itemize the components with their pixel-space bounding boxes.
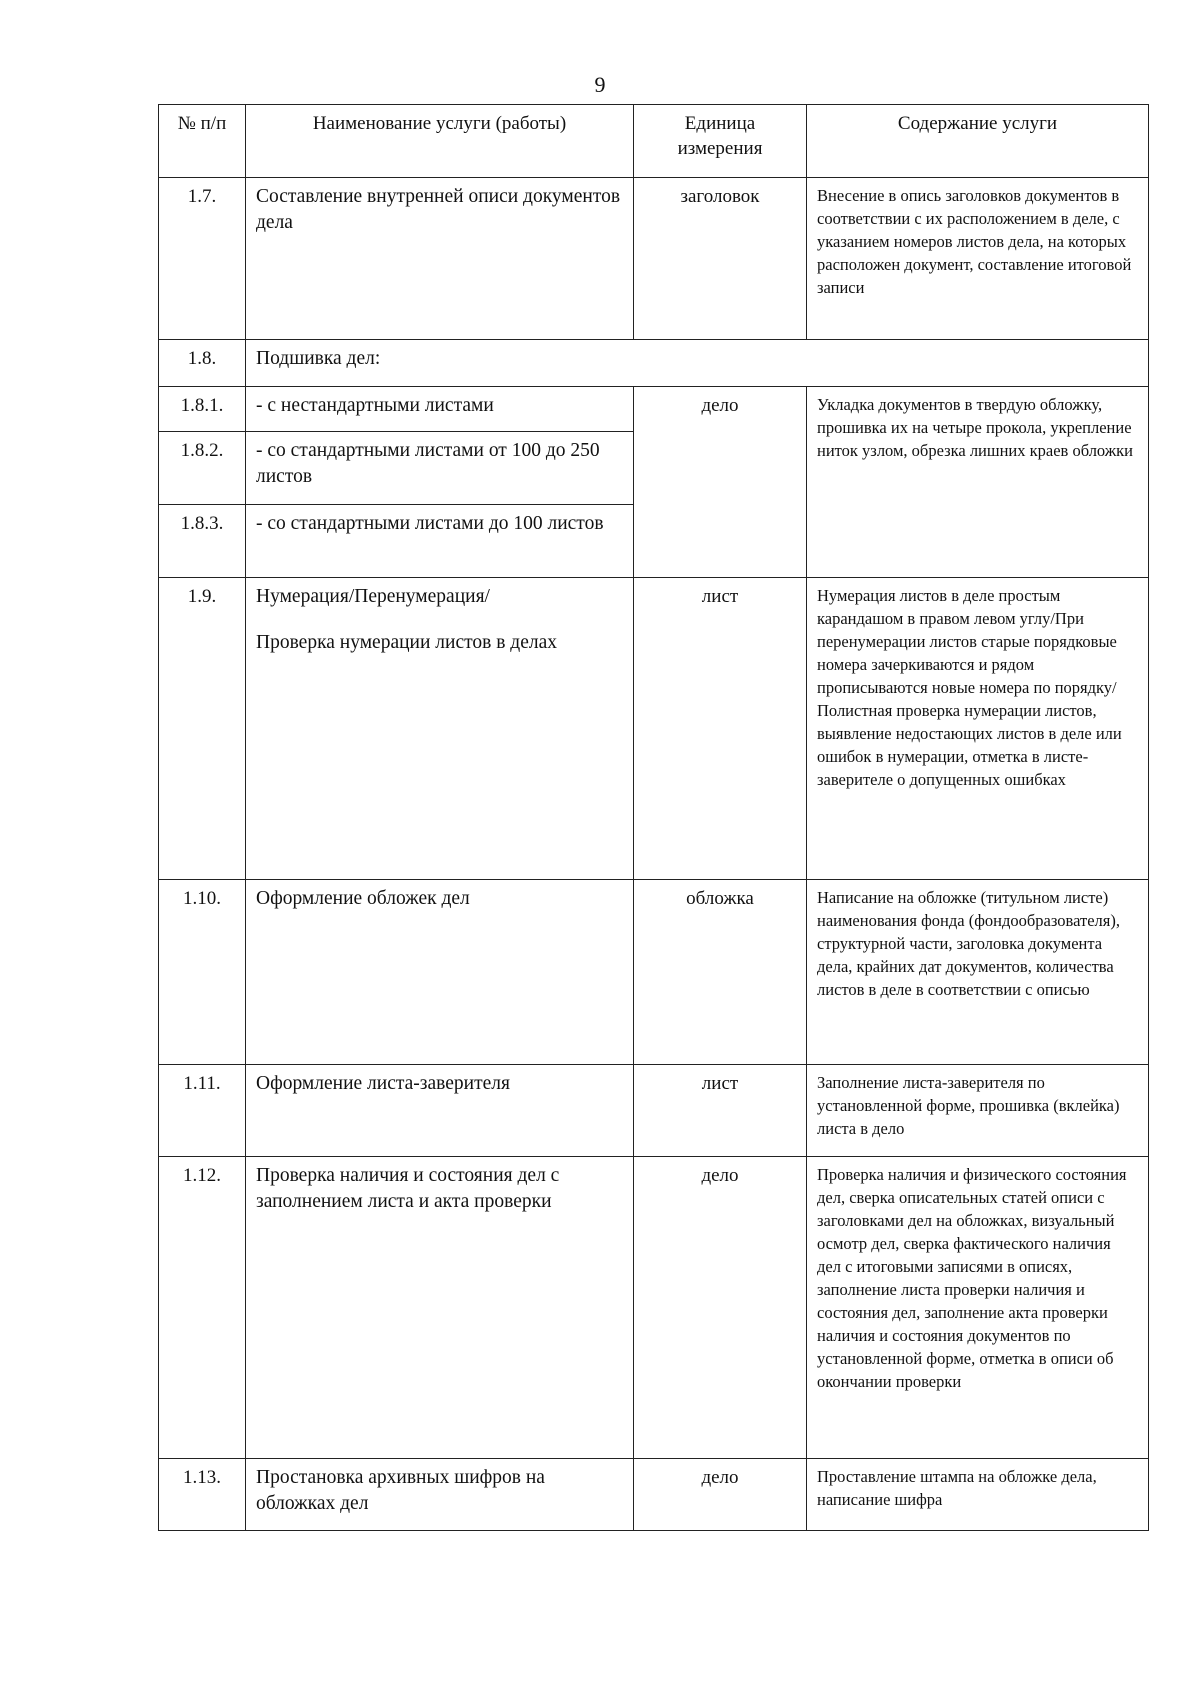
row-num: 1.11. — [159, 1065, 246, 1157]
row-unit: лист — [634, 1065, 807, 1157]
row-content: Внесение в опись заголовков документов в соответствии с их расположением в деле, с указанием номеров листов дела, на которых расположен документ, составление итоговой записи — [807, 178, 1149, 340]
row-unit: обложка — [634, 880, 807, 1065]
table-row — [159, 880, 1149, 1065]
row-name: Оформление обложек дел — [246, 880, 634, 1065]
row-unit: заголовок — [634, 178, 807, 340]
header-content: Содержание услуги — [807, 105, 1149, 178]
row-content: Проверка наличия и физического состояния дел, сверка описательных статей описи с заголовками дел на обложках, визуальный осмотр дел, сверка фактического наличия дел с итоговыми записями в описях, заполнение листа проверки наличия и состояния дел, заполнение акта проверки наличия и состояния документов по установленной форме, отметка в описи об окончании проверки — [807, 1157, 1149, 1459]
row-name: - с нестандартными листами — [246, 387, 634, 432]
row-name: Оформление листа-заверителя — [246, 1065, 634, 1157]
row-unit: дело — [634, 1157, 807, 1459]
row-name-line: Проверка нумерации листов в делах — [256, 632, 558, 653]
table-row — [159, 178, 1149, 340]
row-content: Нумерация листов в деле простым карандашом в правом левом углу/При перенумерации листов старые порядковые номера зачеркиваются и рядом прописываются новые номера по порядку/Полистная проверка нумерации листов, выявление недостающих листов в деле или ошибок в нумерации, отметка в листе-заверителе о допущенных ошибках — [807, 578, 1149, 880]
header-num: № п/п — [159, 105, 246, 178]
row-name: - со стандартными листами до 100 листов — [246, 505, 634, 578]
table-row — [159, 578, 1149, 880]
row-name-line: Нумерация/Перенумерация/ — [256, 586, 490, 607]
row-name: Составление внутренней описи документов дела — [246, 178, 634, 340]
row-num: 1.9. — [159, 578, 246, 880]
row-num: 1.8. — [159, 340, 246, 387]
row-content: Укладка документов в твердую обложку, прошивка их на четыре прокола, укрепление ниток узлом, обрезка лишних краев обложки — [807, 387, 1149, 578]
row-unit: дело — [634, 387, 807, 578]
table-row — [159, 340, 1149, 387]
table-row — [159, 1065, 1149, 1157]
row-name: Простановка архивных шифров на обложках дел — [246, 1459, 634, 1531]
row-content: Проставление штампа на обложке дела, написание шифра — [807, 1459, 1149, 1531]
row-unit: лист — [634, 578, 807, 880]
header-unit: Единица измерения — [634, 105, 807, 178]
row-num: 1.8.2. — [159, 432, 246, 505]
row-name: Подшивка дел: — [246, 340, 1149, 387]
header-name: Наименование услуги (работы) — [246, 105, 634, 178]
row-name — [246, 578, 634, 880]
table-row — [159, 1157, 1149, 1459]
table-row — [159, 387, 1149, 432]
page-number: 9 — [594, 72, 606, 97]
row-unit: дело — [634, 1459, 807, 1531]
services-table — [158, 104, 1149, 1531]
row-content: Заполнение листа-заверителя по установленной форме, прошивка (вклейка) листа в дело — [807, 1065, 1149, 1157]
row-num: 1.10. — [159, 880, 246, 1065]
row-num: 1.8.1. — [159, 387, 246, 432]
row-num: 1.8.3. — [159, 505, 246, 578]
row-name: - со стандартными листами от 100 до 250 листов — [246, 432, 634, 505]
row-content: Написание на обложке (титульном листе) наименования фонда (фондообразователя), структурной части, заголовка документа дела, крайних дат документов, количества листов в деле в соответствии с описью — [807, 880, 1149, 1065]
table-row — [159, 1459, 1149, 1531]
row-num: 1.13. — [159, 1459, 246, 1531]
table-header-row — [159, 105, 1149, 178]
row-num: 1.7. — [159, 178, 246, 340]
row-name: Проверка наличия и состояния дел с заполнением листа и акта проверки — [246, 1157, 634, 1459]
row-num: 1.12. — [159, 1157, 246, 1459]
